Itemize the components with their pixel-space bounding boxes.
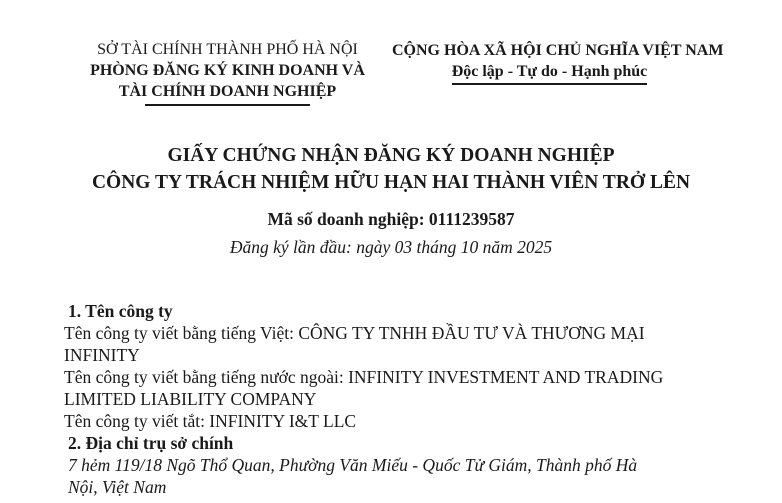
- national-motto: Độc lập - Tự do - Hạnh phúc: [451, 63, 648, 80]
- company-name-foreign-line-2: LIMITED LIABILITY COMPANY: [64, 389, 317, 409]
- first-registration-date: Đăng ký lần đầu: ngày 03 tháng 10 năm 2025: [229, 237, 553, 257]
- head-office-address-line-2: Nội, Việt Nam: [68, 477, 167, 497]
- section-2-heading: 2. Địa chỉ trụ sở chính: [68, 433, 234, 453]
- agency-department-line-2: TÀI CHÍNH DOANH NGHIỆP: [118, 83, 337, 100]
- enterprise-code-label: Mã số doanh nghiệp:: [267, 209, 425, 229]
- document-body: [64, 300, 764, 498]
- certificate-title-line-1: GIẤY CHỨNG NHẬN ĐĂNG KÝ DOANH NGHIỆP: [167, 145, 615, 166]
- company-name-foreign-line-1: Tên công ty viết bằng tiếng nước ngoài: INFINITY INVESTMENT AND TRADING: [64, 367, 664, 387]
- certificate-title-line-2: CÔNG TY TRÁCH NHIỆM HỮU HẠN HAI THÀNH VIÊN TRỞ LÊN: [91, 172, 691, 193]
- company-name-vi-line-2: INFINITY: [64, 345, 140, 365]
- agency-parent-name: SỞ TÀI CHÍNH THÀNH PHỐ HÀ NỘI: [97, 41, 358, 58]
- certificate-title: [0, 142, 782, 196]
- enterprise-code-line: [0, 208, 782, 230]
- national-title: CỘNG HÒA XÃ HỘI CHỦ NGHĨA VIỆT NAM: [392, 42, 724, 59]
- national-motto-block: [392, 40, 724, 85]
- agency-underline: [145, 104, 310, 106]
- enterprise-code-value: 0111239587: [428, 209, 515, 229]
- head-office-address-line-1: 7 hẻm 119/18 Ngõ Thổ Quan, Phường Văn Miếu - Quốc Tử Giám, Thành phố Hà: [68, 455, 638, 475]
- motto-underline: [452, 83, 647, 85]
- issuing-agency-block: [40, 39, 415, 106]
- company-name-abbreviation: Tên công ty viết tắt: INFINITY I&T LLC: [64, 411, 357, 431]
- company-name-vi-line-1: Tên công ty viết bằng tiếng Việt: CÔNG TY TNHH ĐẦU TƯ VÀ THƯƠNG MẠI: [64, 323, 645, 343]
- section-1-heading: 1. Tên công ty: [68, 301, 173, 321]
- agency-department-line-1: PHÒNG ĐĂNG KÝ KINH DOANH VÀ: [90, 62, 365, 79]
